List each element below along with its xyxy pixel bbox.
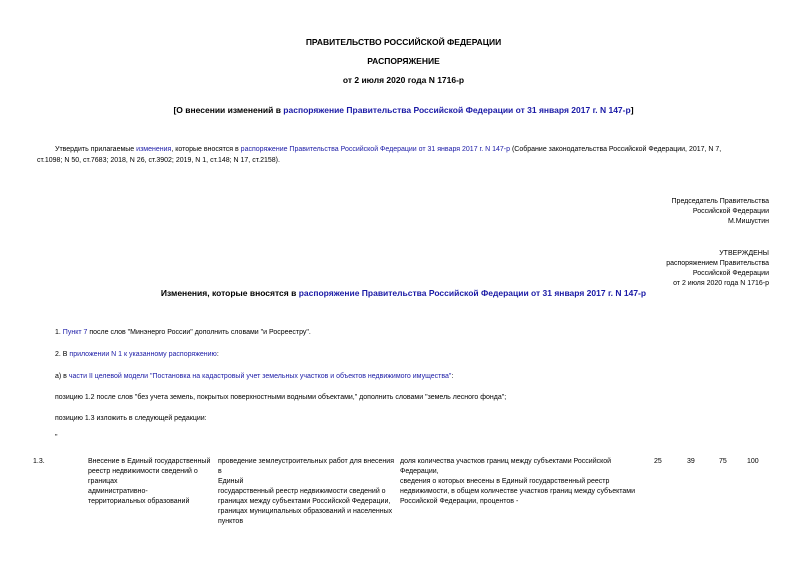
cell-name-line: административно- (88, 488, 148, 495)
item-2-text: : (216, 351, 219, 358)
item-a (55, 372, 775, 382)
document-title-open: [О внесении изменений в (173, 105, 284, 115)
cell-activity-line: государственный реестр недвижимости сведений о (218, 488, 386, 495)
item-a-link[interactable]: части II целевой модели "Постановка на кадастровый учет земельных участков и объектов недвижимого имущества" (68, 373, 452, 380)
changes-title-text: Изменения, которые вносятся в (160, 288, 299, 298)
table-cell-value-2: 39 (687, 458, 695, 465)
signature-name: М.Мишустин (727, 218, 769, 225)
cell-name-line: территориальных образований (88, 498, 190, 505)
title-regulation-link[interactable]: распоряжение Правительства Российской Федерации от 31 января 2017 г. N 147-р (283, 105, 631, 115)
intro-text-3: (Собрание законодательства Российской Федерации, 2017, N 7, (510, 146, 722, 153)
approval-block (469, 249, 769, 289)
cell-indicator-line: доля количества участков границ между субъектами Российской Федерации, (400, 458, 612, 475)
quote-mark: " (55, 434, 58, 441)
document-title (0, 105, 807, 115)
item-2 (55, 350, 775, 360)
cell-activity-line: проведение землеустроительных работ для внесения в (218, 458, 394, 475)
approval-line-1: УТВЕРЖДЕНЫ (719, 250, 769, 257)
signature-position: Председатель Правительства (671, 198, 769, 205)
cell-activity-line: границах муниципальных образований и населенных (218, 508, 393, 515)
intro-paragraph (55, 145, 775, 155)
item-a-prefix: а) в (55, 373, 69, 380)
item-1-number: 1. (55, 329, 63, 336)
table-cell-name (88, 457, 218, 507)
position-1-3-text: позицию 1.3 изложить в следующей редакции: (55, 415, 207, 422)
table-cell-value-1: 25 (654, 458, 662, 465)
item-1-link[interactable]: Пункт 7 (62, 329, 88, 336)
position-1-2-text: позицию 1.2 после слов "без учета земель, покрытых поверхностными водными объектами," дополнить словами "земель лесного фонда"; (55, 394, 507, 401)
table-cell-indicator (400, 457, 650, 507)
cell-indicator-line: недвижимости, в общем количестве участков границ между субъектами (400, 488, 635, 495)
table-row-number: 1.3. (33, 458, 45, 465)
changes-title (0, 288, 807, 298)
item-2-prefix: 2. В (55, 351, 70, 358)
cell-activity-line: пунктов (218, 518, 244, 525)
cell-name-line: Внесение в Единый государственный (88, 458, 211, 465)
table-cell-value-4: 100 (747, 458, 759, 465)
intro-paragraph-line2: ст.1098; N 50, ст.7683; 2018, N 26, ст.3902; 2019, N 1, ст.148; N 17, ст.2158). (37, 157, 280, 164)
signature-position-2: Российской Федерации (692, 208, 769, 215)
approval-line-3: Российской Федерации (692, 270, 769, 277)
changes-title-link[interactable]: распоряжение Правительства Российской Федерации от 31 января 2017 г. N 147-р (298, 288, 647, 298)
intro-text-2: , которые вносятся в (171, 146, 241, 153)
document-title-close: ] (630, 105, 634, 115)
item-1 (55, 328, 775, 338)
item-a-text: : (451, 373, 454, 380)
cell-name-line: реестр недвижимости сведений о границах (88, 468, 198, 485)
signature-block (469, 197, 769, 227)
intro-text-1: Утвердить прилагаемые (55, 146, 137, 153)
cell-indicator-line: сведения о которых внесены в Единый государственный реестр (400, 478, 610, 485)
changes-link[interactable]: изменения (136, 146, 172, 153)
item-1-text: после слов "Минэнерго России" дополнить словами "и Росреестру". (87, 329, 311, 336)
item-2-link[interactable]: приложении N 1 к указанному распоряжению (69, 351, 217, 358)
cell-activity-line: Единый (218, 478, 244, 485)
table-cell-value-3: 75 (719, 458, 727, 465)
cell-activity-line: границах между субъектами Российской Федерации, (218, 498, 391, 505)
approval-line-4: от 2 июля 2020 года N 1716-р (673, 280, 769, 287)
approval-line-2: распоряжением Правительства (666, 260, 769, 267)
table-cell-activity (218, 457, 398, 527)
intro-regulation-link[interactable]: распоряжение Правительства Российской Федерации от 31 января 2017 г. N 147-р (240, 146, 511, 153)
document-type-heading: РАСПОРЯЖЕНИЕ (367, 56, 440, 66)
government-heading: ПРАВИТЕЛЬСТВО РОССИЙСКОЙ ФЕДЕРАЦИИ (305, 37, 502, 47)
document-date-number: от 2 июля 2020 года N 1716-р (342, 75, 465, 85)
cell-indicator-line: Российской Федерации, процентов - (400, 498, 519, 505)
